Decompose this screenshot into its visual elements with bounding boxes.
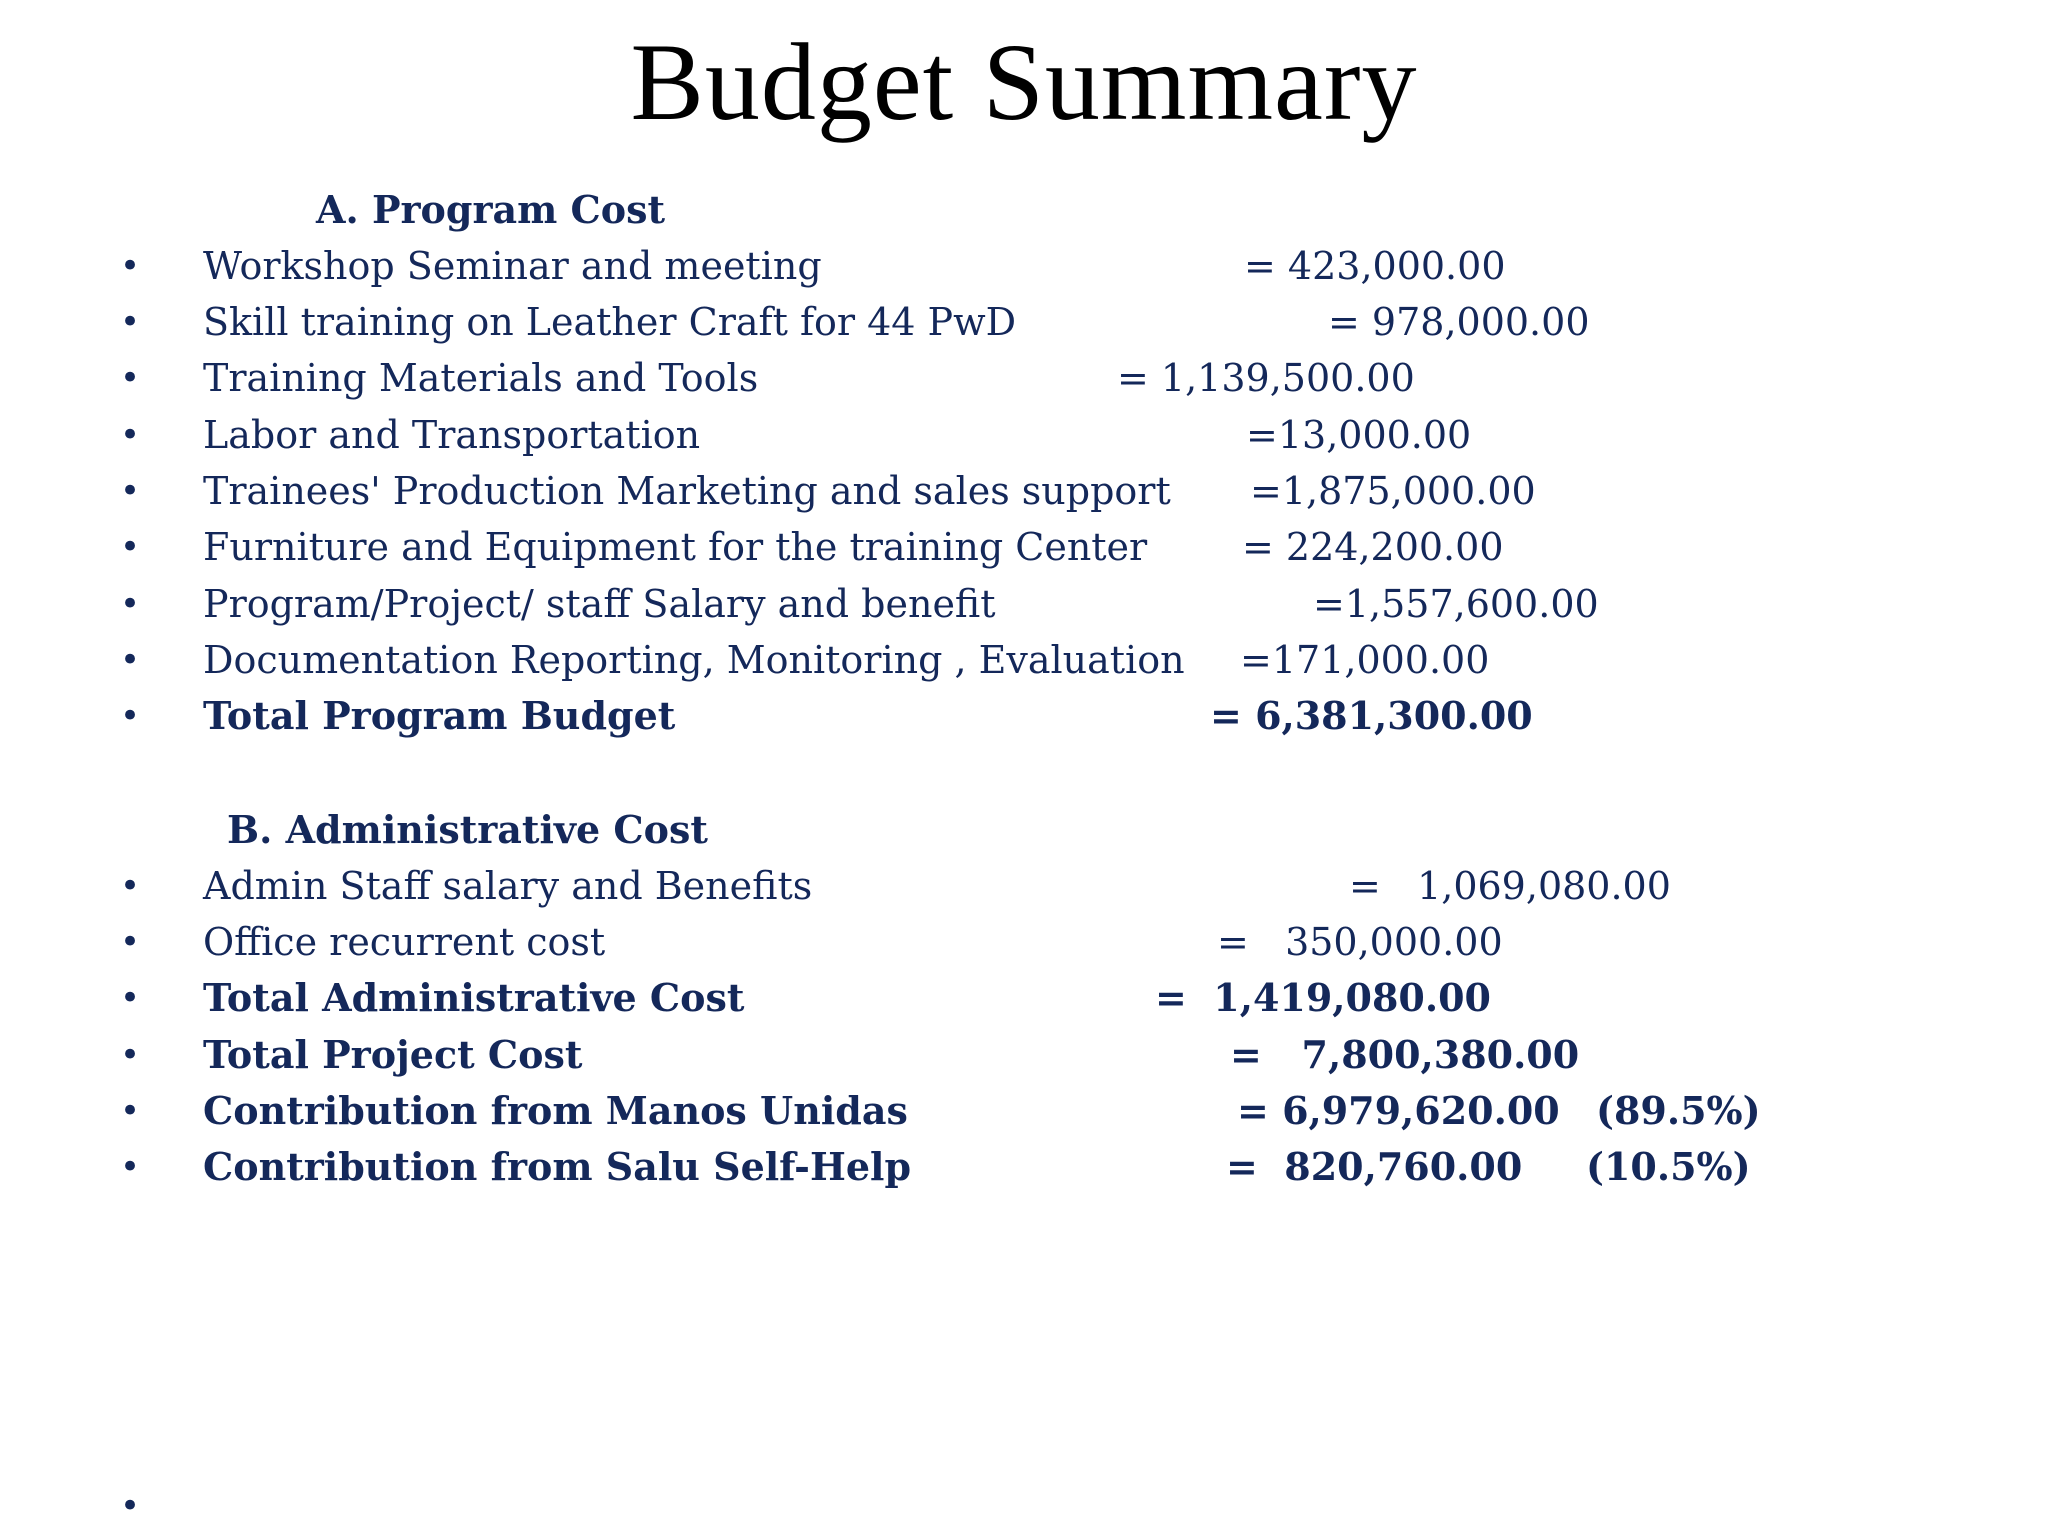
admin-staff-value: = 1,069,080.00: [1349, 864, 1671, 908]
manos-unidas-percent: (89.5%): [1596, 1088, 1761, 1133]
bullet: •: [120, 246, 141, 286]
bullet: •: [120, 415, 141, 455]
total-program-value: = 6,381,300.00: [1210, 693, 1533, 738]
empty-bullet: •: [120, 1486, 141, 1526]
labor-transport-label: Labor and Transportation: [203, 413, 701, 457]
bullet: •: [120, 640, 141, 680]
trainees-production-label: Trainees' Production Marketing and sales support: [203, 469, 1171, 513]
bullet: •: [120, 1091, 141, 1131]
office-recurrent-value: = 350,000.00: [1217, 920, 1503, 964]
section-b-heading: B. Administrative Cost: [227, 807, 708, 852]
documentation-value: =171,000.00: [1240, 638, 1490, 682]
workshop-label: Workshop Seminar and meeting: [203, 244, 822, 288]
training-materials-label: Training Materials and Tools: [203, 356, 759, 400]
manos-unidas-value: = 6,979,620.00: [1237, 1088, 1560, 1133]
manos-unidas-label: Contribution from Manos Unidas: [203, 1088, 908, 1133]
bullet: •: [120, 358, 141, 398]
bullet: •: [120, 978, 141, 1018]
furniture-equipment-label: Furniture and Equipment for the training Center: [203, 525, 1148, 569]
staff-salary-value: =1,557,600.00: [1313, 582, 1599, 626]
bullet: •: [120, 527, 141, 567]
bullet: •: [120, 302, 141, 342]
bullet: •: [120, 1147, 141, 1187]
salu-self-help-value: = 820,760.00: [1226, 1144, 1523, 1189]
total-program-label: Total Program Budget: [203, 693, 676, 738]
page-title: Budget Summary: [630, 21, 1418, 143]
bullet: •: [120, 1035, 141, 1075]
trainees-production-value: =1,875,000.00: [1250, 469, 1536, 513]
total-admin-label: Total Administrative Cost: [203, 975, 745, 1020]
salu-self-help-label: Contribution from Salu Self-Help: [203, 1144, 912, 1189]
training-materials-value: = 1,139,500.00: [1117, 356, 1415, 400]
bullet: •: [120, 696, 141, 736]
admin-staff-label: Admin Staff salary and Benefits: [203, 864, 813, 908]
bullet: •: [120, 584, 141, 624]
total-admin-value: = 1,419,080.00: [1155, 975, 1491, 1020]
total-project-label: Total Project Cost: [203, 1032, 583, 1077]
furniture-equipment-value: = 224,200.00: [1242, 525, 1504, 569]
total-project-value: = 7,800,380.00: [1230, 1032, 1580, 1077]
bullet: •: [120, 866, 141, 906]
skill-training-label: Skill training on Leather Craft for 44 PwD: [203, 300, 1017, 344]
workshop-value: = 423,000.00: [1244, 244, 1506, 288]
staff-salary-label: Program/Project/ staff Salary and benefit: [203, 582, 996, 626]
labor-transport-value: =13,000.00: [1246, 413, 1472, 457]
bullet: •: [120, 471, 141, 511]
section-a-heading: A. Program Cost: [316, 187, 666, 232]
bullet: •: [120, 922, 141, 962]
salu-self-help-percent: (10.5%): [1586, 1144, 1751, 1189]
office-recurrent-label: Office recurrent cost: [203, 920, 606, 964]
skill-training-value: = 978,000.00: [1328, 300, 1590, 344]
documentation-label: Documentation Reporting, Monitoring , Evaluation: [203, 638, 1185, 682]
